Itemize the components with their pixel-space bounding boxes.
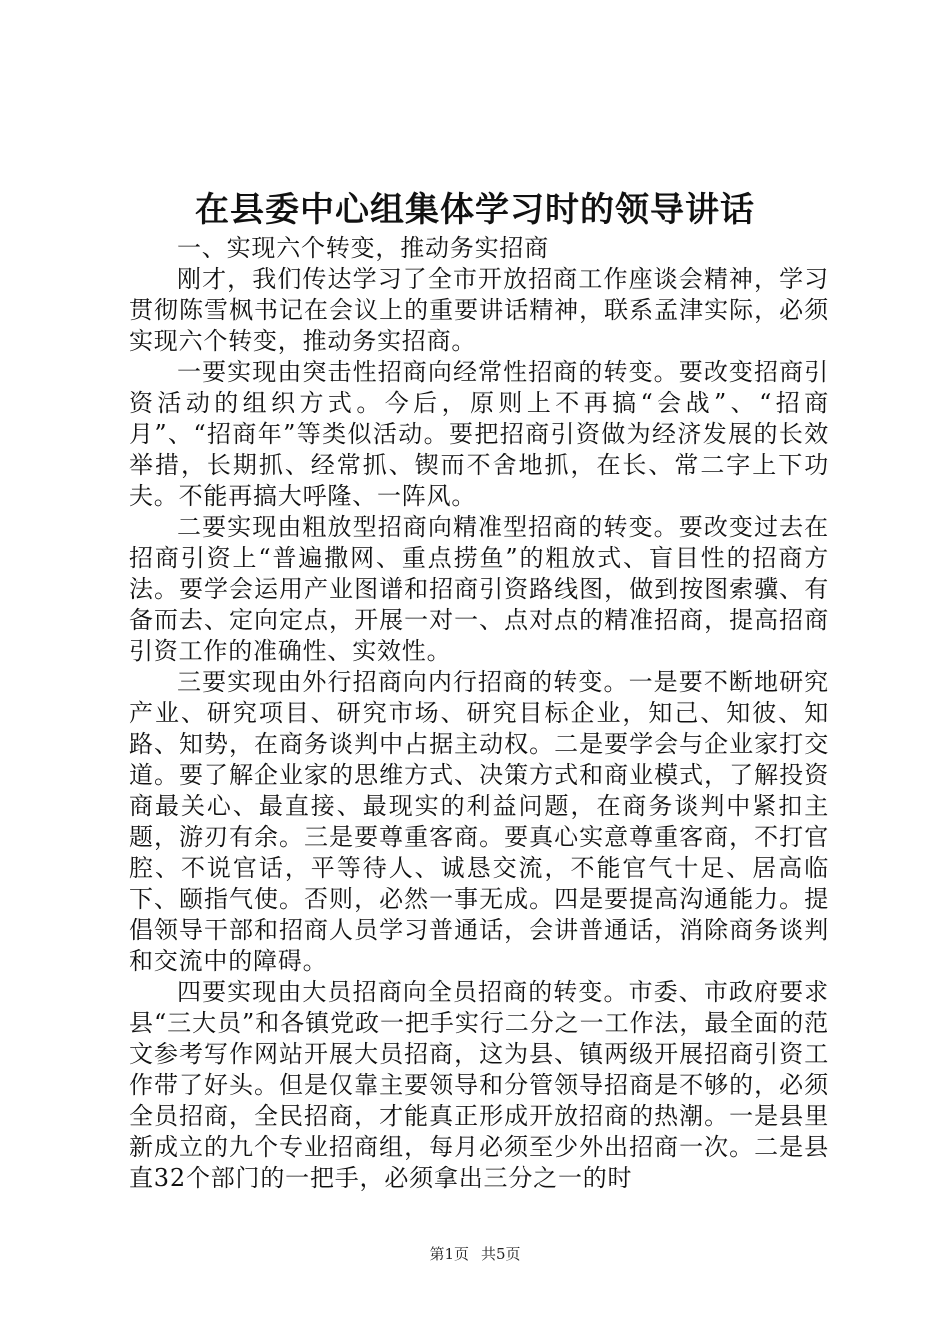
body-paragraph: 一要实现由突击性招商向经常性招商的转变。要改变招商引资活动的组织方式。今后，原则上不再搞“会战”、“招商月”、“招商年”等类似活动。要把招商引资做为经济发展的长效举措，长期抓、经常抓、锲而不舍地抓，在长、常二字上下功夫。不能再搞大呼隆、一阵风。 (129, 358, 829, 510)
page-footer (0, 1244, 950, 1264)
document-body (129, 233, 829, 1194)
body-paragraph: 三要实现由外行招商向内行招商的转变。一是要不断地研究产业、研究项目、研究市场、研究目标企业，知己、知彼、知路、知势，在商务谈判中占据主动权。二是要学会与企业家打交道。要了解企业家的思维方式、决策方式和商业模式，了解投资商最关心、最直接、最现实的利益问题，在商务谈判中紧扣主题，游刃有余。三是要尊重客商。要真心实意尊重客商，不打官腔、不说官话，平等待人、诚恳交流，不能官气十足、居高临下、颐指气使。否则，必然一事无成。四是要提高沟通能力。提倡领导干部和招商人员学习普通话，会讲普通话，消除商务谈判和交流中的障碍。 (129, 668, 829, 975)
body-paragraph: 刚才，我们传达学习了全市开放招商工作座谈会精神，学习贯彻陈雪枫书记在会议上的重要讲话精神，联系孟津实际，必须实现六个转变，推动务实招商。 (129, 265, 829, 355)
body-paragraph: 二要实现由粗放型招商向精准型招商的转变。要改变过去在招商引资上“普遍撒网、重点捞鱼”的粗放式、盲目性的招商方法。要学会运用产业图谱和招商引资路线图，做到按图索骥、有备而去、定向定点，开展一对一、点对点的精准招商，提高招商引资工作的准确性、实效性。 (129, 513, 829, 665)
page-total: 共5页 (481, 1245, 521, 1263)
page-number: 第1页 (429, 1245, 469, 1263)
section-heading: 一、实现六个转变，推动务实招商 (177, 234, 549, 262)
body-paragraph: 四要实现由大员招商向全员招商的转变。市委、市政府要求县“三大员”和各镇党政一把手实行二分之一工作法，最全面的范文参考写作网站开展大员招商，这为县、镇两级开展招商引资工作带了好头。但是仅靠主要领导和分管领导招商是不够的，必须全员招商，全民招商，才能真正形成开放招商的热潮。一是县里新成立的九个专业招商组，每月必须至少外出招商一次。二是县直32个部门的一把手，必须拿出三分之一的时 (129, 978, 829, 1192)
document-title: 在县委中心组集体学习时的领导讲话 (195, 190, 755, 230)
